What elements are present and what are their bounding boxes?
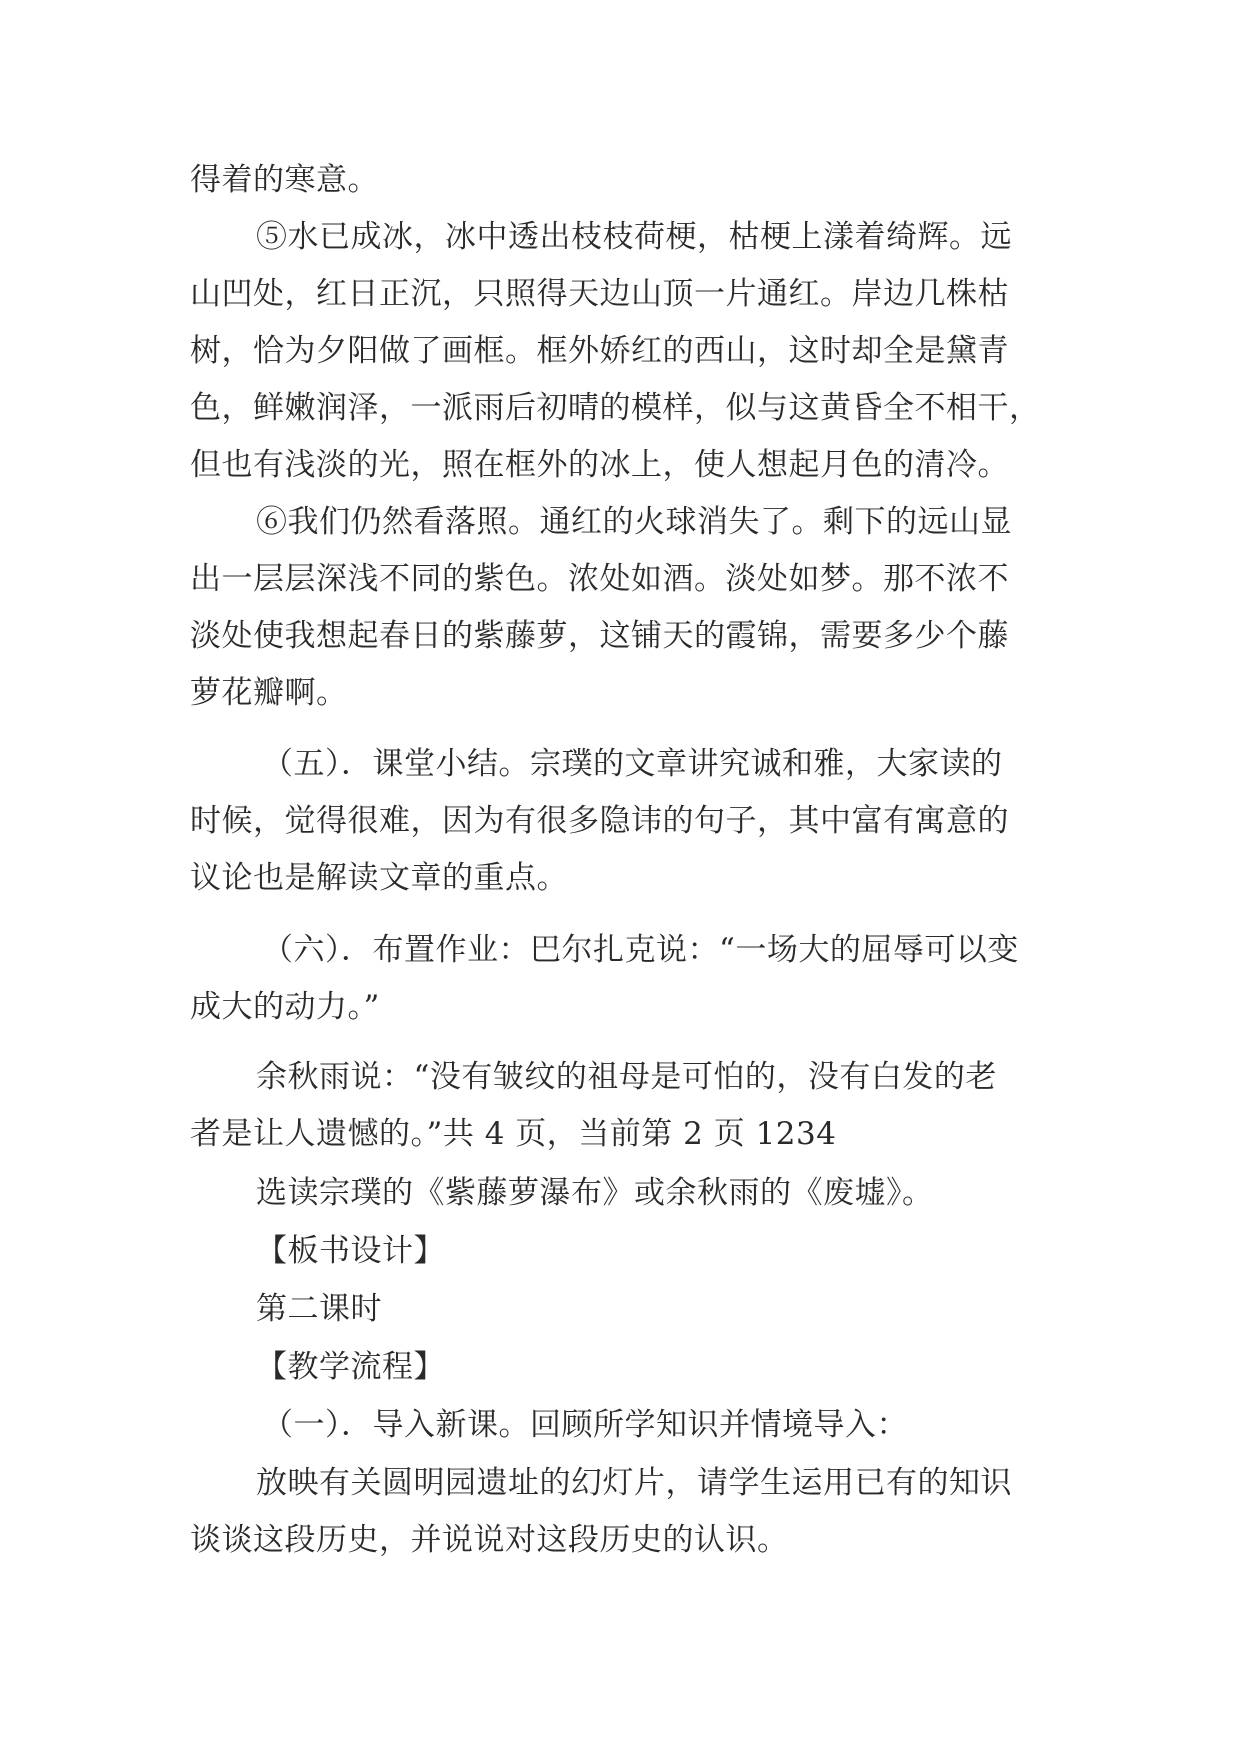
text-line-4: 树，恰为夕阳做了画框。框外娇红的西山，这时却全是黛青 xyxy=(190,333,1009,369)
text-line-17: 者是让人遗憾的。”共 4 页，当前第 2 页 1234 xyxy=(190,1116,837,1152)
text-line-20: 第二课时 xyxy=(256,1291,382,1327)
text-line-18: 选读宗璞的《紫藤萝瀑布》或余秋雨的《废墟》。 xyxy=(256,1175,934,1211)
text-line-14: （六）．布置作业：巴尔扎克说：“一场大的屈辱可以变 xyxy=(262,932,1019,968)
text-line-12: 时候，觉得很难，因为有很多隐讳的句子，其中富有寓意的 xyxy=(190,803,1009,839)
text-line-8: 出一层层深浅不同的紫色。浓处如酒。淡处如梦。那不浓不 xyxy=(190,561,1009,597)
text-line-15: 成大的动力。” xyxy=(190,989,380,1025)
text-line-22: （一）．导入新课。回顾所学知识并情境导入： xyxy=(262,1407,908,1443)
text-line-7: ⑥我们仍然看落照。通红的火球消失了。剩下的远山显 xyxy=(256,504,1012,540)
text-line-3: 山凹处，红日正沉，只照得天边山顶一片通红。岸边几株枯 xyxy=(190,276,1009,312)
text-line-24: 谈谈这段历史，并说说对这段历史的认识。 xyxy=(190,1522,789,1558)
text-line-16: 余秋雨说：“没有皱纹的祖母是可怕的，没有白发的老 xyxy=(256,1059,997,1095)
text-line-2: ⑤水已成冰，冰中透出枝枝荷梗，枯梗上漾着绮辉。远 xyxy=(256,219,1012,255)
text-line-21: 【教学流程】 xyxy=(256,1349,445,1385)
text-line-19: 【板书设计】 xyxy=(256,1233,445,1269)
text-line-6: 但也有浅淡的光，照在框外的冰上，使人想起月色的清冷。 xyxy=(190,447,1009,483)
text-line-23: 放映有关圆明园遗址的幻灯片，请学生运用已有的知识 xyxy=(256,1465,1012,1501)
text-line-1: 得着的寒意。 xyxy=(190,162,379,198)
text-line-5: 色，鲜嫩润泽，一派雨后初晴的模样，似与这黄昏全不相干， xyxy=(190,390,1041,426)
text-line-10: 萝花瓣啊。 xyxy=(190,675,348,711)
text-line-11: （五）．课堂小结。宗璞的文章讲究诚和雅，大家读的 xyxy=(262,746,1003,782)
text-line-13: 议论也是解读文章的重点。 xyxy=(190,860,568,896)
text-line-9: 淡处使我想起春日的紫藤萝，这铺天的霞锦，需要多少个藤 xyxy=(190,618,1009,654)
